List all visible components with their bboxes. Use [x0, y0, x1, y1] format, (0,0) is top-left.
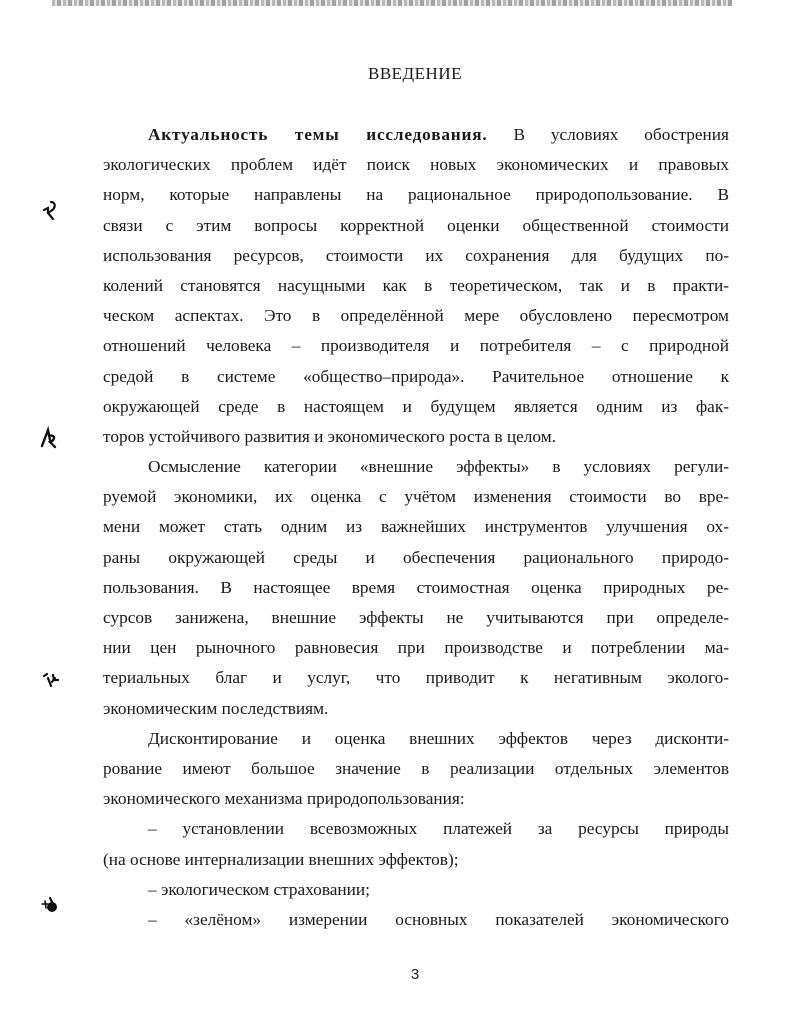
- paragraph-line: рование имеют большое значение в реализации отдельных элементов: [103, 758, 729, 778]
- paragraph-line: руемой экономики, их оценка с учётом изменения стоимости во вре-: [103, 487, 729, 507]
- paragraph-line: окружающей среде в настоящем и будущем является одним из фак-: [103, 396, 729, 416]
- paragraph-line: экономического механизма природопользования:: [103, 789, 465, 809]
- paragraph-line: использования ресурсов, стоимости их сохранения для будущих по-: [103, 245, 729, 265]
- page-heading: ВВЕДЕНИЕ: [368, 64, 462, 83]
- paragraph-line: экономическим последствиям.: [103, 698, 329, 718]
- paragraph-line: ческом аспектах. Это в определённой мере обусловлено пересмотром: [103, 306, 729, 326]
- page-number: 3: [410, 966, 420, 983]
- handwritten-mark-icon: [36, 424, 62, 450]
- paragraph-line: экологических проблем идёт поиск новых экономических и правовых: [103, 155, 729, 175]
- paragraph-line: пользования. В настоящее время стоимостная оценка природных ре-: [103, 577, 729, 597]
- paragraph-line: нии цен рыночного равновесия при производстве и потреблении ма-: [103, 638, 729, 658]
- list-item-line: – экологическом страховании;: [148, 879, 370, 899]
- paragraph-line: средой в системе «общество–природа». Рачительное отношение к: [103, 366, 729, 386]
- list-item-line: (на основе интернализации внешних эффектов);: [103, 849, 459, 869]
- paragraph-line: отношений человека – производителя и потребителя – с природной: [103, 336, 729, 356]
- list-item-line: – установлении всевозможных платежей за ресурсы природы: [148, 819, 729, 839]
- paragraph-line: раны окружающей среды и обеспечения рационального природо-: [103, 547, 729, 567]
- scan-top-edge: [52, 0, 732, 6]
- paragraph-line: териальных благ и услуг, что приводит к негативным эколого-: [103, 668, 729, 688]
- handwritten-mark-icon: [36, 196, 62, 222]
- paragraph-line: норм, которые направлены на рациональное природопользование. В: [103, 185, 729, 205]
- paragraph-line: колений становятся насущными как в теоретическом, так и в практи-: [103, 275, 729, 295]
- paragraph-line: сурсов занижена, внешние эффекты не учитываются при определе-: [103, 608, 729, 627]
- paragraph-line: мени может стать одним из важнейших инструментов улучшения ох-: [103, 517, 729, 537]
- bold-lead: Актуальность темы исследования.: [148, 125, 488, 144]
- document-body: [103, 120, 729, 935]
- paragraph-line: торов устойчивого развития и экономического роста в целом.: [103, 426, 556, 446]
- handwritten-mark-icon: [38, 668, 64, 694]
- paragraph-line: Актуальность темы исследования. В условиях обострения: [148, 125, 729, 144]
- handwritten-mark-icon: [38, 892, 64, 918]
- list-item-line: – «зелёном» измерении основных показателей экономического: [148, 909, 729, 929]
- paragraph-line: Дисконтирование и оценка внешних эффектов через дисконти-: [148, 728, 729, 748]
- paragraph-line: связи с этим вопросы корректной оценки общественной стоимости: [103, 215, 729, 235]
- paragraph-line: Осмысление категории «внешние эффекты» в условиях регули-: [148, 457, 729, 477]
